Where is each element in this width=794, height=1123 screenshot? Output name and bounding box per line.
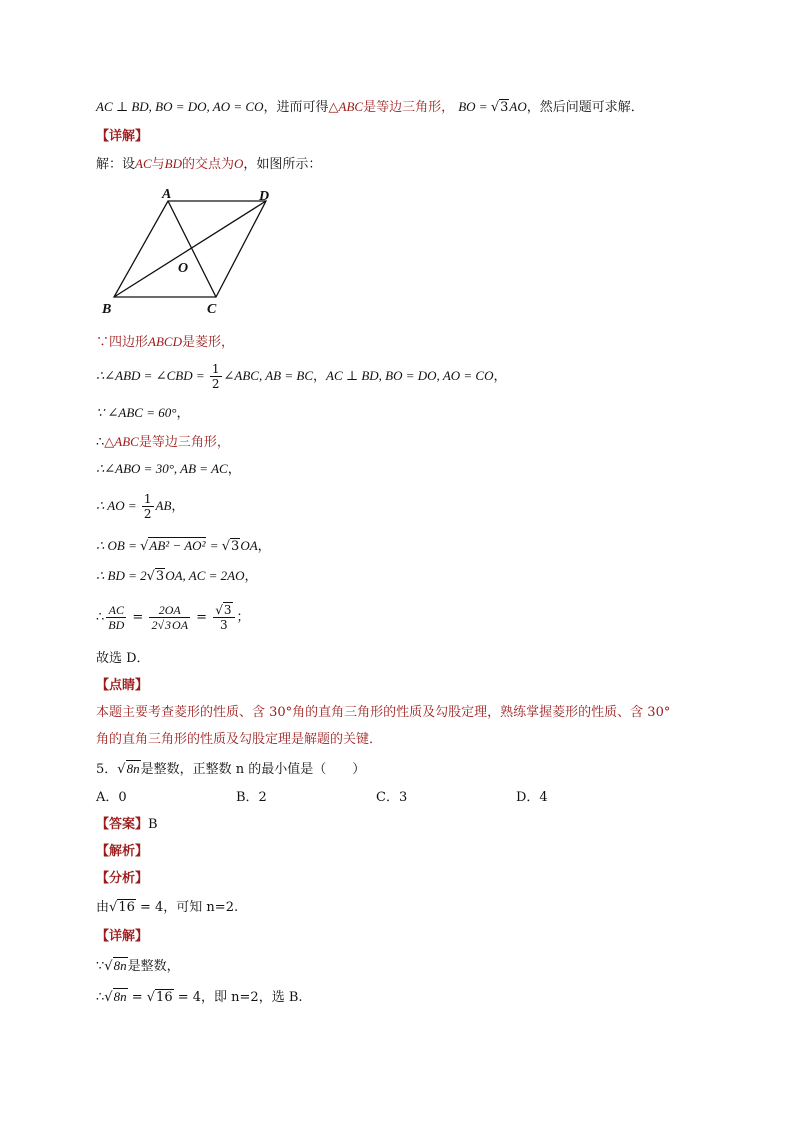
text: 由 <box>96 900 110 915</box>
sqrt-value: 16 <box>118 900 135 915</box>
math-text: O <box>234 156 244 171</box>
text: ，进而可得 <box>263 100 329 115</box>
text: ， <box>227 462 241 477</box>
question-5: 5．√8n是整数，正整数 n 的最小值是（ ） <box>96 761 366 777</box>
math-text: OA, AC = 2AO <box>165 568 245 583</box>
sqrt-value: 8n <box>113 958 127 973</box>
comment-heading: 【点睛】 <box>96 678 149 693</box>
equals: = <box>127 990 147 1005</box>
text: ，可知 n=2. <box>163 900 239 915</box>
answer: 【答案】B <box>96 817 158 832</box>
label-a: A <box>162 187 172 202</box>
math-text: ∴ OB = <box>96 538 141 553</box>
text: 是等边三角形， <box>363 100 455 115</box>
text: ； <box>236 610 250 625</box>
option-b: B．2 <box>236 790 267 805</box>
text: 解：设 <box>96 157 136 172</box>
label-c: C <box>207 302 217 317</box>
math-text: OA <box>240 538 258 553</box>
fraction-half: $\frac{1}{2}$ <box>211 362 220 391</box>
detail2-line-2: ∴√8n = √16 = 4，即 n=2，选 B. <box>96 989 303 1005</box>
diagonal-ac <box>168 201 216 297</box>
detail2-heading: 【详解】 <box>96 929 149 944</box>
fenxi-line: 由√16 = 4，可知 n=2. <box>96 900 239 915</box>
label-d: D <box>259 189 270 204</box>
text: 是等边三角形， <box>138 435 230 450</box>
math-text: = 4 <box>173 990 202 1005</box>
step-2 <box>96 362 507 391</box>
step-9 <box>96 603 250 632</box>
fraction-ac-bd: $\frac{AC}{BD}$ <box>108 603 125 632</box>
choose-d: 故选 D． <box>96 651 150 666</box>
step-6 <box>96 492 184 521</box>
rhombus-figure <box>96 185 296 320</box>
step-4 <box>96 433 230 452</box>
therefore-symbol: ∴ <box>96 990 105 1005</box>
math-text: △ABC <box>328 99 364 114</box>
label-b: B <box>102 302 112 317</box>
math-text: AB <box>155 498 172 513</box>
comment-line-2: 角的直角三角形的性质及勾股定理是解题的关键． <box>96 732 383 747</box>
text: ， <box>171 499 185 514</box>
fraction-2oa: $\frac{2OA}{2√3OA}$ <box>151 603 189 632</box>
because-symbol: ∵ <box>96 335 110 350</box>
text: 是整数， <box>127 959 180 974</box>
text: 是菱形， <box>181 335 234 350</box>
sqrt-value: 3 <box>231 539 240 554</box>
text: 与 <box>151 157 165 172</box>
sqrt-value: 8n <box>126 761 140 776</box>
equals: = <box>128 610 148 625</box>
step-1 <box>96 333 234 352</box>
analysis-heading: 【解析】 <box>96 844 149 859</box>
text: ，如图所示： <box>243 157 322 172</box>
question-text: 是整数，正整数 n 的最小值是（ ） <box>140 762 366 777</box>
sqrt-value: 3 <box>155 569 165 584</box>
math-text: ∠ABC, AB = BC <box>223 368 313 383</box>
text: ， <box>493 369 507 384</box>
text: ， <box>244 569 258 584</box>
therefore-symbol: ∴ <box>96 610 105 625</box>
detail2-line-1: ∵√8n是整数， <box>96 958 180 974</box>
equals: = <box>192 610 212 625</box>
math-text: ∴∠ABO = 30°, AB = AC <box>96 461 228 476</box>
math-text: AC ⊥ BD, BO = DO, AO = CO <box>96 99 264 114</box>
math-text: = <box>206 538 222 553</box>
question-number: 5． <box>96 762 118 777</box>
intro-line: AC ⊥ BD, BO = DO, AO = CO，进而可得△ABC是等边三角形， BO = √3AO，然后问题可求解． <box>96 99 644 115</box>
math-text: = 4 <box>135 900 164 915</box>
sqrt-value: 16 <box>156 990 173 1005</box>
math-text: ∴∠ABD = ∠CBD = <box>96 368 208 383</box>
math-text: ∵ ∠ABC = 60° <box>96 405 177 420</box>
math-text: ABCD <box>148 334 182 349</box>
label-o: O <box>178 261 189 276</box>
math-text: △ABC <box>104 434 139 449</box>
text: ， <box>176 406 190 421</box>
math-text: AO <box>509 99 527 114</box>
text: ，即 n=2，选 B. <box>201 990 303 1005</box>
text: ， <box>313 369 327 384</box>
math-text: BO = <box>458 99 491 114</box>
because-symbol: ∵ <box>96 959 105 974</box>
fraction-root3-over-3: $\frac{√3}{3}$ <box>213 603 234 632</box>
sqrt-value: 8n <box>113 989 127 1004</box>
diagonal-bd <box>114 201 266 297</box>
detail-heading: 【详解】 <box>96 129 149 144</box>
option-c: C．3 <box>376 790 408 805</box>
question-options <box>96 789 656 807</box>
comment-line-1: 本题主要考查菱形的性质、含 30°角的直角三角形的性质及勾股定理，熟练掌握菱形的性质、含 30° <box>96 705 671 720</box>
text: 的交点为 <box>182 157 235 172</box>
text: ， <box>257 539 271 554</box>
fenxi-heading: 【分析】 <box>96 871 149 886</box>
option-a: A．0 <box>96 790 127 805</box>
therefore-symbol: ∴ <box>96 435 105 450</box>
option-d: D．4 <box>516 790 548 805</box>
step-5 <box>96 460 241 479</box>
solution-intro <box>96 155 321 174</box>
text: 四边形 <box>109 335 149 350</box>
sqrt-value: AB² − AO² <box>149 538 206 553</box>
math-text: BD <box>164 156 182 171</box>
text: ，然后问题可求解． <box>526 100 644 115</box>
math-text: ∴ AO = <box>96 498 140 513</box>
math-text: ∴ BD = 2 <box>96 568 147 583</box>
step-7: ∴ OB = √AB² − AO² = √3OA， <box>96 538 271 554</box>
step-3 <box>96 404 189 423</box>
math-text: AC ⊥ BD, BO = DO, AO = CO <box>326 368 494 383</box>
step-8: ∴ BD = 2√3OA, AC = 2AO， <box>96 568 258 584</box>
sqrt-value: 3 <box>500 100 509 115</box>
fraction-half: $\frac{1}{2}$ <box>143 492 152 521</box>
math-text: AC <box>135 156 152 171</box>
